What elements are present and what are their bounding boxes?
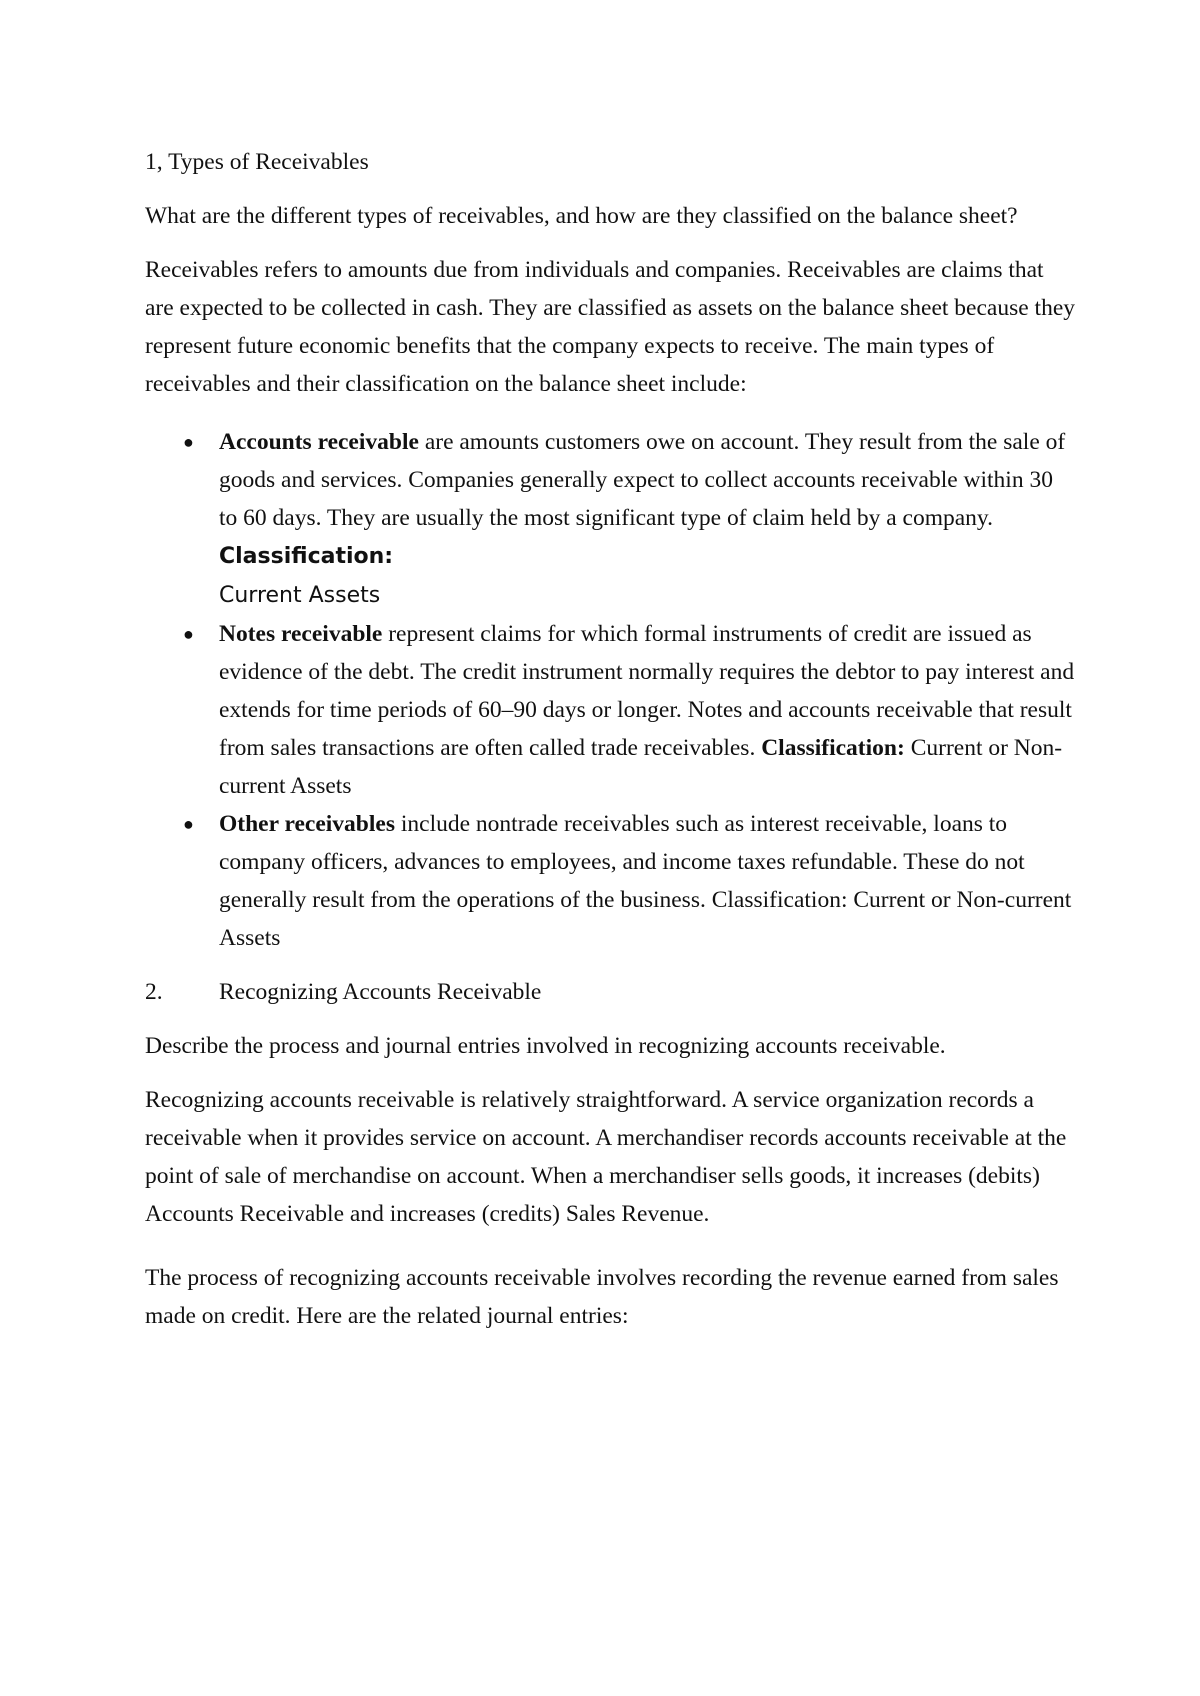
section1-heading: 1, Types of Receivables <box>145 149 369 175</box>
bullet-icon: ● <box>183 624 194 644</box>
notes-receivable-text: represent claims for which formal instruments of credit are issued as evidence of the debt. The credit instrument normally requires the debtor to pay interest and extends for time periods of 60–90 days or longer. Notes and accounts receivable that result from sales transactions are often called trade receivables. <box>219 621 1075 761</box>
term-other-receivables: Other receivables <box>219 811 395 837</box>
section2-paragraph2: The process of recognizing accounts receivable involves recording the revenue earned from sales made on credit. Here are the related journal entries: <box>145 1265 1059 1329</box>
classification-value: Current Assets <box>219 583 381 608</box>
bullet-icon: ● <box>183 814 194 834</box>
list-item-notes-receivable <box>145 615 1075 805</box>
accounts-receivable-text: are amounts customers owe on account. They result from the sale of goods and services. Companies generally expect to collect accounts receivable within 30 to 60 days. They are usually the most significant type of claim held by a company. <box>219 429 1066 531</box>
receivables-list <box>145 423 1075 957</box>
term-notes-receivable: Notes receivable <box>219 621 383 647</box>
section2-paragraph1: Recognizing accounts receivable is relatively straightforward. A service organization records a receivable when it provides service on account. A merchandiser records accounts receivable at the point of sale of merchandise on account. When a merchandiser sells goods, it increases (debits) Accounts Receivable and increases (credits) Sales Revenue. <box>145 1087 1067 1227</box>
section2-number: 2. <box>145 979 163 1005</box>
section2-question: Describe the process and journal entries involved in recognizing accounts receivable. <box>145 1033 946 1059</box>
classification-value: Current or Non-current Assets <box>219 735 1063 799</box>
list-item-other-receivables <box>145 805 1075 957</box>
bullet-icon: ● <box>183 432 194 452</box>
section2-heading: Recognizing Accounts Receivable <box>219 979 542 1005</box>
section2-heading-row <box>145 973 1075 1011</box>
section1-question: What are the different types of receivables, and how are they classified on the balance sheet? <box>145 203 1018 229</box>
list-item-accounts-receivable <box>145 423 1075 615</box>
classification-label: Classification: <box>761 735 905 761</box>
other-receivables-text: include nontrade receivables such as interest receivable, loans to company officers, advances to employees, and income taxes refundable. These do not generally result from the operations of the business. Classification: Current or Non-current Assets <box>219 811 1072 951</box>
term-accounts-receivable: Accounts receivable <box>219 429 419 455</box>
section1-answer: Receivables refers to amounts due from individuals and companies. Receivables are claims that are expected to be collected in cash. They are classified as assets on the balance sheet because they represent future economic benefits that the company expects to receive. The main types of receivables and their classification on the balance sheet include: <box>145 257 1076 397</box>
classification-label: Classification: <box>219 544 394 569</box>
document-page <box>145 143 1075 1335</box>
